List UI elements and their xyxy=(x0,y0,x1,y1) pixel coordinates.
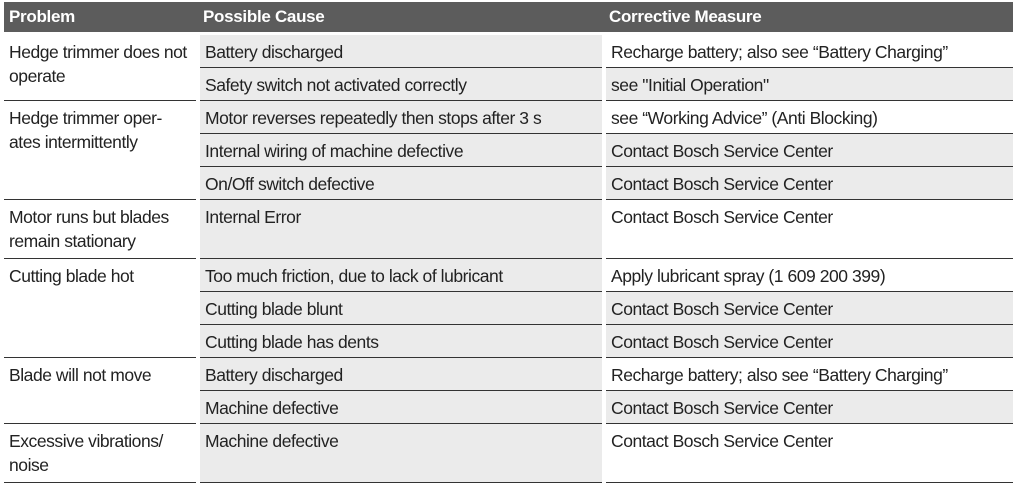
cause-cell: Battery discharged xyxy=(198,34,604,68)
cause-cell: Too much friction, due to lack of lubricant xyxy=(198,259,604,292)
cause-cell: Machine defective xyxy=(198,391,604,424)
troubleshooting-table xyxy=(4,2,1013,483)
cause-cell: On/Off switch defective xyxy=(198,167,604,200)
cause-cell: Internal Error xyxy=(198,200,604,259)
measure-cell: see “Working Advice” (Anti Blocking) xyxy=(604,101,1013,134)
table-row xyxy=(4,358,1013,391)
table-row xyxy=(4,34,1013,68)
header-cause: Possible Cause xyxy=(198,2,604,34)
problem-cell: Excessive vibrations/ noise xyxy=(4,424,198,483)
measure-cell: see "Initial Operation" xyxy=(604,68,1013,101)
measure-cell: Contact Bosch Service Center xyxy=(604,325,1013,358)
measure-cell: Contact Bosch Service Center xyxy=(604,200,1013,259)
cause-cell: Battery discharged xyxy=(198,358,604,391)
measure-cell: Apply lubricant spray (1 609 200 399) xyxy=(604,259,1013,292)
cause-cell: Internal wiring of machine defective xyxy=(198,134,604,167)
measure-cell: Contact Bosch Service Center xyxy=(604,391,1013,424)
measure-cell: Recharge battery; also see “Battery Charging” xyxy=(604,358,1013,391)
cause-cell: Machine defective xyxy=(198,424,604,483)
cause-cell: Safety switch not activated correctly xyxy=(198,68,604,101)
table-row xyxy=(4,200,1013,259)
measure-cell: Recharge battery; also see “Battery Charging” xyxy=(604,34,1013,68)
table-row xyxy=(4,259,1013,292)
problem-cell: Hedge trimmer does not operate xyxy=(4,34,198,101)
header-row xyxy=(4,2,1013,34)
problem-cell: Cutting blade hot xyxy=(4,259,198,358)
cause-cell: Cutting blade blunt xyxy=(198,292,604,325)
table-row xyxy=(4,101,1013,134)
problem-cell: Hedge trimmer oper-ates intermittently xyxy=(4,101,198,200)
cause-cell: Cutting blade has dents xyxy=(198,325,604,358)
table-row xyxy=(4,424,1013,483)
problem-cell: Blade will not move xyxy=(4,358,198,424)
measure-cell: Contact Bosch Service Center xyxy=(604,134,1013,167)
cause-cell: Motor reverses repeatedly then stops after 3 s xyxy=(198,101,604,134)
header-problem: Problem xyxy=(4,2,198,34)
measure-cell: Contact Bosch Service Center xyxy=(604,167,1013,200)
header-measure: Corrective Measure xyxy=(604,2,1013,34)
measure-cell: Contact Bosch Service Center xyxy=(604,292,1013,325)
measure-cell: Contact Bosch Service Center xyxy=(604,424,1013,483)
problem-cell: Motor runs but blades remain stationary xyxy=(4,200,198,259)
